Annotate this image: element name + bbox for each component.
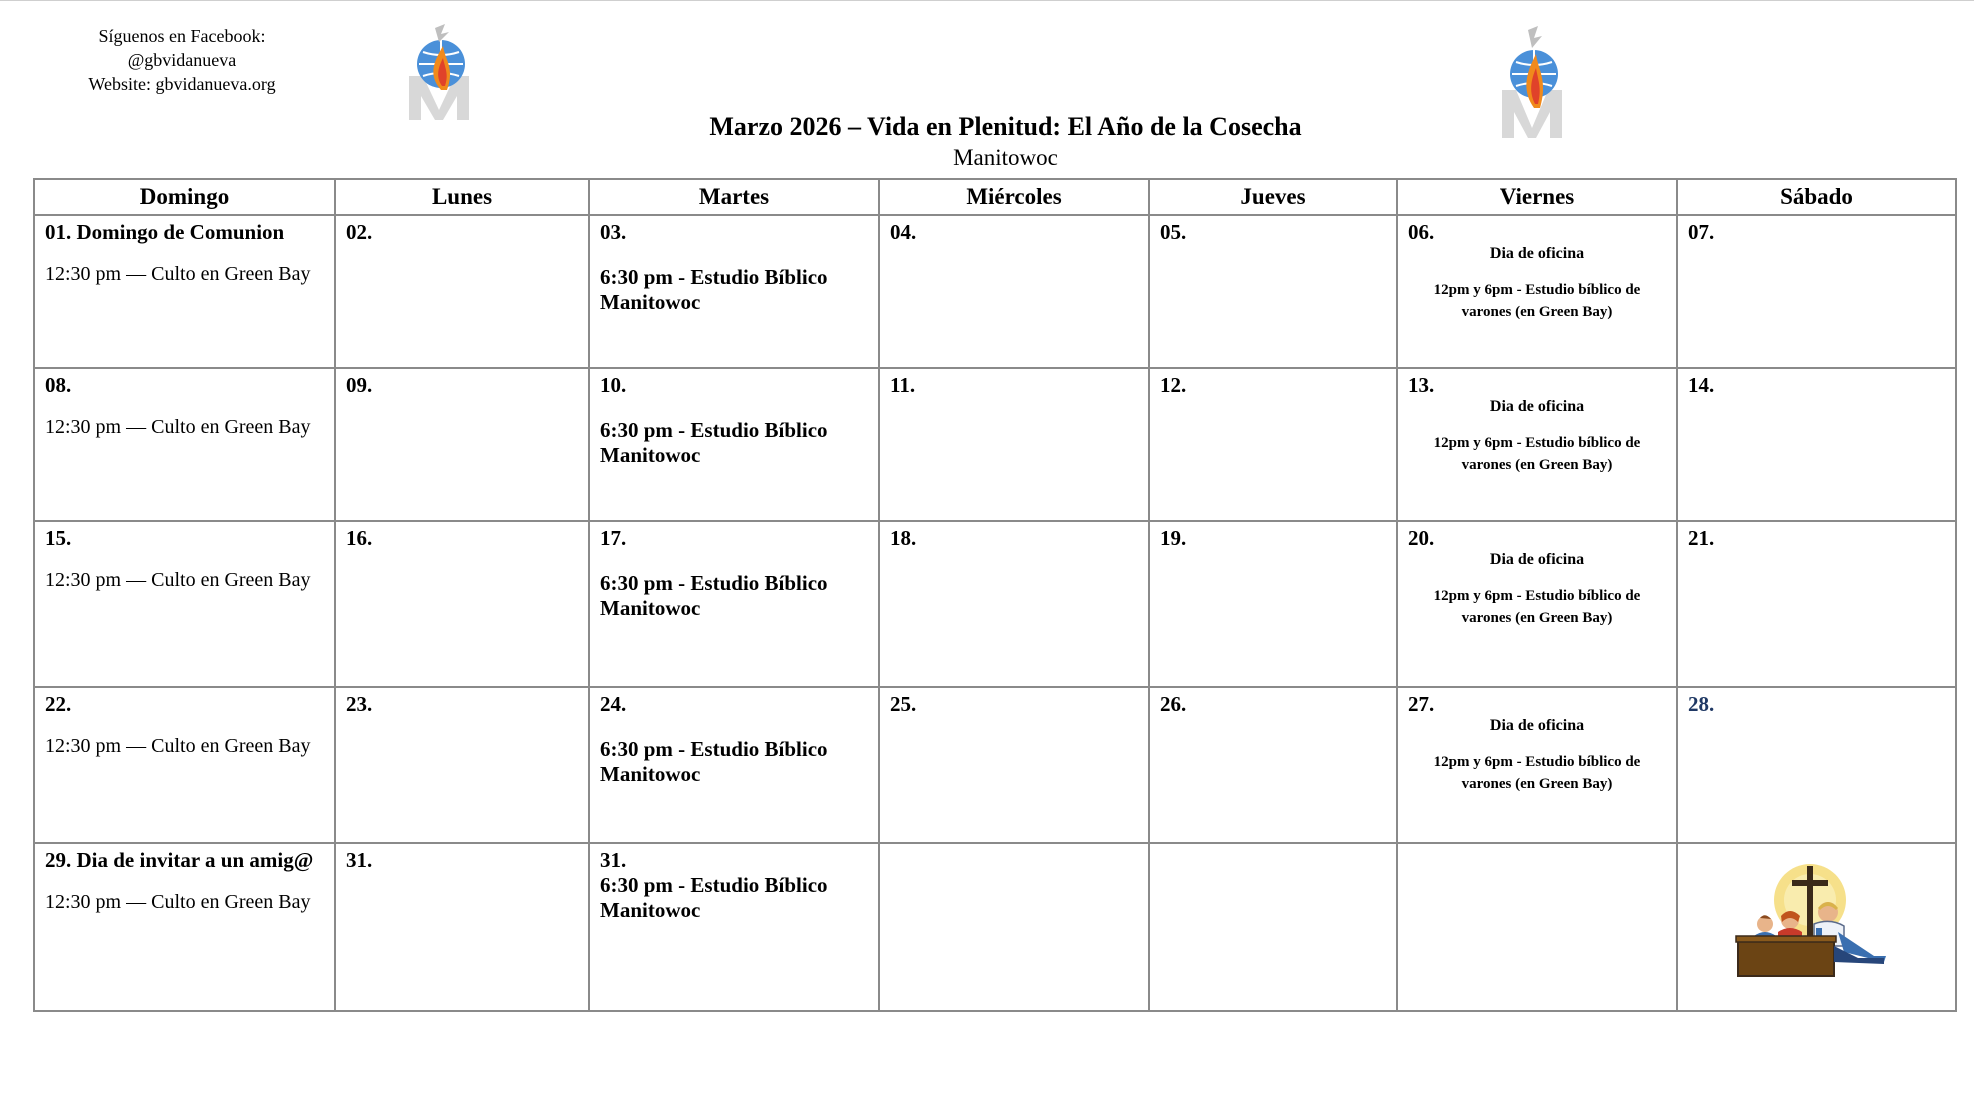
office-day-event: Dia de oficina	[1489, 551, 1585, 568]
day-number: 05.	[1160, 220, 1187, 244]
week-row	[34, 843, 1956, 1011]
day-cell	[589, 368, 879, 521]
top-divider	[0, 0, 1974, 1]
sunday-service-event: 12:30 pm — Culto en Green Bay	[45, 891, 311, 913]
day-cell	[335, 368, 589, 521]
mens-study-location: varones (en Green Bay)	[1461, 610, 1613, 626]
day-cell	[1677, 687, 1956, 843]
day-number: 17.	[600, 526, 627, 550]
day-cell	[34, 687, 335, 843]
bible-study-event	[600, 873, 868, 923]
office-day-event: Dia de oficina	[1489, 398, 1585, 415]
header-martes: Martes	[589, 179, 879, 215]
day-number: 20.	[1408, 526, 1435, 550]
bible-study-time: 6:30 pm - Estudio Bíblico	[600, 571, 828, 595]
day-cell	[879, 368, 1149, 521]
day-cell	[1149, 215, 1397, 368]
day-number: 11.	[890, 373, 916, 397]
day-number: 10.	[600, 373, 627, 397]
day-cell	[1397, 843, 1677, 1011]
day-cell	[1149, 368, 1397, 521]
page-title: Marzo 2026 – Vida en Plenitud: El Año de la Cosecha	[709, 112, 1302, 141]
day-cell	[879, 215, 1149, 368]
bible-study-event	[600, 418, 868, 468]
mens-study-event	[1408, 432, 1666, 476]
day-number: 09.	[346, 373, 373, 397]
website-label: Website: gbvidanueva.org	[88, 74, 276, 94]
day-number: 31.	[600, 848, 627, 872]
day-cell	[1677, 368, 1956, 521]
mens-study-location: varones (en Green Bay)	[1461, 776, 1613, 792]
day-number: 02.	[346, 220, 373, 244]
sunday-service-event: 12:30 pm — Culto en Green Bay	[45, 735, 311, 757]
mens-study-time: 12pm y 6pm - Estudio bíblico de	[1433, 754, 1641, 770]
week-row	[34, 687, 1956, 843]
mens-study-time: 12pm y 6pm - Estudio bíblico de	[1433, 282, 1641, 298]
day-cell	[1677, 215, 1956, 368]
day-cell	[1397, 215, 1677, 368]
day-cell	[1397, 687, 1677, 843]
mens-study-event	[1408, 751, 1666, 795]
day-number: 26.	[1160, 692, 1187, 716]
mens-study-location: varones (en Green Bay)	[1461, 304, 1613, 320]
mens-study-event	[1408, 585, 1666, 629]
bible-study-event	[600, 571, 868, 621]
bible-study-event	[600, 737, 868, 787]
facebook-label: Síguenos en Facebook:	[98, 26, 266, 46]
bible-study-time: 6:30 pm - Estudio Bíblico	[600, 265, 828, 289]
sunday-service-event: 12:30 pm — Culto en Green Bay	[45, 569, 311, 591]
header-miercoles: Miércoles	[879, 179, 1149, 215]
mens-study-event	[1408, 279, 1666, 323]
day-number: 25.	[890, 692, 917, 716]
mens-study-time: 12pm y 6pm - Estudio bíblico de	[1433, 435, 1641, 451]
day-number: 24.	[600, 692, 627, 716]
facebook-handle: @gbvidanueva	[127, 50, 237, 70]
day-cell	[335, 215, 589, 368]
day-cell	[589, 687, 879, 843]
day-number: 28.	[1688, 692, 1715, 716]
day-cell	[1677, 521, 1956, 687]
header-lunes: Lunes	[335, 179, 589, 215]
header-sabado: Sábado	[1677, 179, 1956, 215]
weekday-header-row	[34, 179, 1956, 215]
day-number: 27.	[1408, 692, 1435, 716]
day-cell	[34, 521, 335, 687]
day-number: 14.	[1688, 373, 1715, 397]
week-row	[34, 368, 1956, 521]
day-number: 23.	[346, 692, 373, 716]
week-row	[34, 521, 1956, 687]
header-jueves: Jueves	[1149, 179, 1397, 215]
day-number: 12.	[1160, 373, 1187, 397]
day-cell	[34, 843, 335, 1011]
bible-study-time: 6:30 pm - Estudio Bíblico	[600, 418, 828, 442]
bible-study-location: Manitowoc	[600, 898, 701, 922]
day-cell	[1149, 521, 1397, 687]
day-cell	[1677, 843, 1956, 1011]
day-number: 13.	[1408, 373, 1435, 397]
day-cell	[34, 368, 335, 521]
bible-study-time: 6:30 pm - Estudio Bíblico	[600, 873, 828, 897]
day-cell	[589, 215, 879, 368]
page-subtitle: Manitowoc	[953, 145, 1058, 170]
day-number: 03.	[600, 220, 627, 244]
day-number: 19.	[1160, 526, 1187, 550]
day-cell	[335, 843, 589, 1011]
day-number: 29. Dia de invitar a un amig@	[45, 848, 314, 872]
day-number: 04.	[890, 220, 917, 244]
church-logo-icon	[405, 24, 477, 120]
day-cell	[1149, 687, 1397, 843]
mens-study-location: varones (en Green Bay)	[1461, 457, 1613, 473]
day-cell	[589, 843, 879, 1011]
header-domingo: Domingo	[34, 179, 335, 215]
day-number: 31.	[346, 848, 373, 872]
day-number: 06.	[1408, 220, 1435, 244]
bible-study-location: Manitowoc	[600, 443, 701, 467]
day-cell	[879, 521, 1149, 687]
office-day-event: Dia de oficina	[1489, 245, 1585, 262]
day-cell	[879, 843, 1149, 1011]
day-number: 08.	[45, 373, 72, 397]
bible-study-location: Manitowoc	[600, 762, 701, 786]
family-praying-clipart-icon	[1734, 862, 1904, 982]
header-viernes: Viernes	[1397, 179, 1677, 215]
day-cell	[335, 687, 589, 843]
day-number: 01. Domingo de Comunion	[45, 220, 285, 244]
bible-study-event	[600, 265, 868, 315]
day-cell	[879, 687, 1149, 843]
day-cell	[1397, 368, 1677, 521]
day-cell	[589, 521, 879, 687]
sunday-service-event: 12:30 pm — Culto en Green Bay	[45, 416, 311, 438]
day-number: 22.	[45, 692, 72, 716]
day-number: 07.	[1688, 220, 1715, 244]
day-number: 18.	[890, 526, 917, 550]
calendar-table	[33, 178, 1957, 1012]
mens-study-time: 12pm y 6pm - Estudio bíblico de	[1433, 588, 1641, 604]
day-cell	[34, 215, 335, 368]
day-number: 15.	[45, 526, 72, 550]
sunday-service-event: 12:30 pm — Culto en Green Bay	[45, 263, 311, 285]
day-cell	[1149, 843, 1397, 1011]
bible-study-location: Manitowoc	[600, 596, 701, 620]
bible-study-time: 6:30 pm - Estudio Bíblico	[600, 737, 828, 761]
bible-study-location: Manitowoc	[600, 290, 701, 314]
social-info	[62, 24, 302, 96]
week-row	[34, 215, 1956, 368]
office-day-event: Dia de oficina	[1489, 717, 1585, 734]
day-cell	[1397, 521, 1677, 687]
day-cell	[335, 521, 589, 687]
day-number: 21.	[1688, 526, 1715, 550]
day-number: 16.	[346, 526, 373, 550]
